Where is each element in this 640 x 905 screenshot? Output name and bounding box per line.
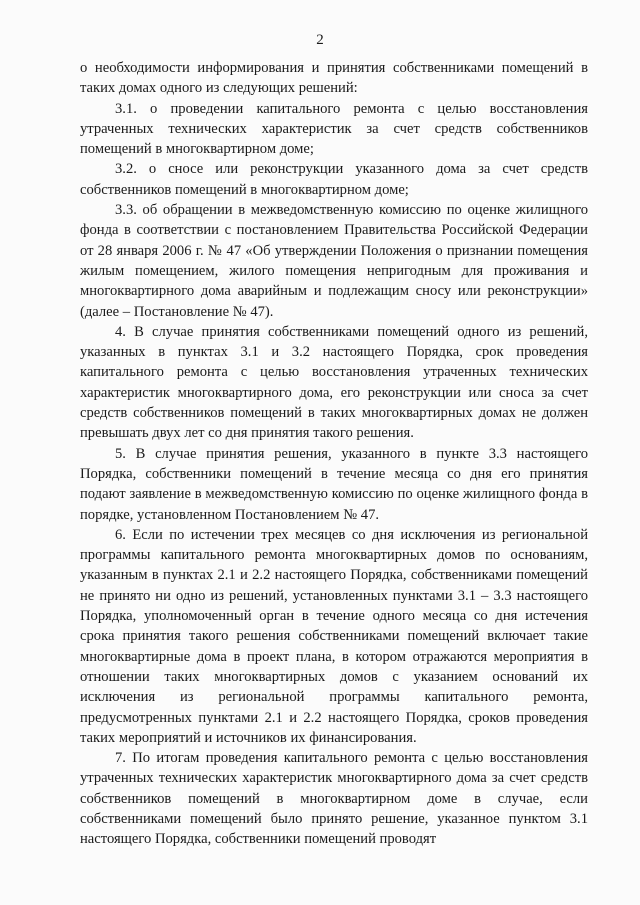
paragraph-4: 4. В случае принятия собственниками помещений одного из решений, указанных в пунктах 3.1 и 3.2 настоящего Порядка, срок проведения капитального ремонта с целью восстановления утраченных технических характеристик многоквартирного дома, его реконструкции или сноса за счет средств собственников помещений в таких многоквартирных домах не должен превышать двух лет со дня принятия такого решения. <box>80 323 588 442</box>
paragraph-6: 6. Если по истечении трех месяцев со дня исключения из региональной программы капитального ремонта многоквартирных домов по основаниям, указанным в пунктах 2.1 и 2.2 настоящего Порядка, собственниками помещений не принято ни одно из решений, установленных пунктами 3.1 – 3.3 настоящего Порядка, уполномоченный орган в течение одного месяца со дня истечения срока принятия такого решения собственниками помещений включает такие многоквартирные дома в проект плана, в котором отражаются мероприятия в отношении таких многоквартирных домов с указанием оснований их исключения из региональной программы капитального ремонта, предусмотренных пунктами 2.1 и 2.2 настоящего Порядка, сроков проведения таких мероприятий и источников их финансирования. <box>80 526 588 746</box>
document-body <box>80 58 588 850</box>
paragraph-5: 5. В случае принятия решения, указанного в пункте 3.3 настоящего Порядка, собственники помещений в течение месяца со дня его принятия подают заявление в межведомственную комиссию по оценке жилищного фонда в порядке, установленном Постановлением № 47. <box>80 445 588 523</box>
paragraph-3-2: 3.2. о сносе или реконструкции указанного дома за счет средств собственников помещений в многоквартирном доме; <box>80 161 588 198</box>
page-number: 2 <box>316 32 324 48</box>
paragraph-intro: о необходимости информирования и принятия собственниками помещений в таких домах одного из следующих решений: <box>80 60 588 97</box>
paragraph-3-3: 3.3. об обращении в межведомственную комиссию по оценке жилищного фонда в соответствии с постановлением Правительства Российской Федерации от 28 января 2006 г. № 47 «Об утверждении Положения о признании помещения жилым помещением, жилого помещения непригодным для проживания и многоквартирного дома аварийным и подлежащим сносу или реконструкции» (далее – Постановление № 47). <box>80 202 588 320</box>
paragraph-7: 7. По итогам проведения капитального ремонта с целью восстановления утраченных технических характеристик многоквартирного дома за счет средств собственников помещений в многоквартирном доме в случае, если собственниками помещений было принято решение, указанное пунктом 3.1 настоящего Порядка, собственники помещений проводят <box>80 750 588 848</box>
paragraph-3-1: 3.1. о проведении капитального ремонта с целью восстановления утраченных технических характеристик за счет средств собственников помещений в многоквартирном доме; <box>80 100 588 158</box>
